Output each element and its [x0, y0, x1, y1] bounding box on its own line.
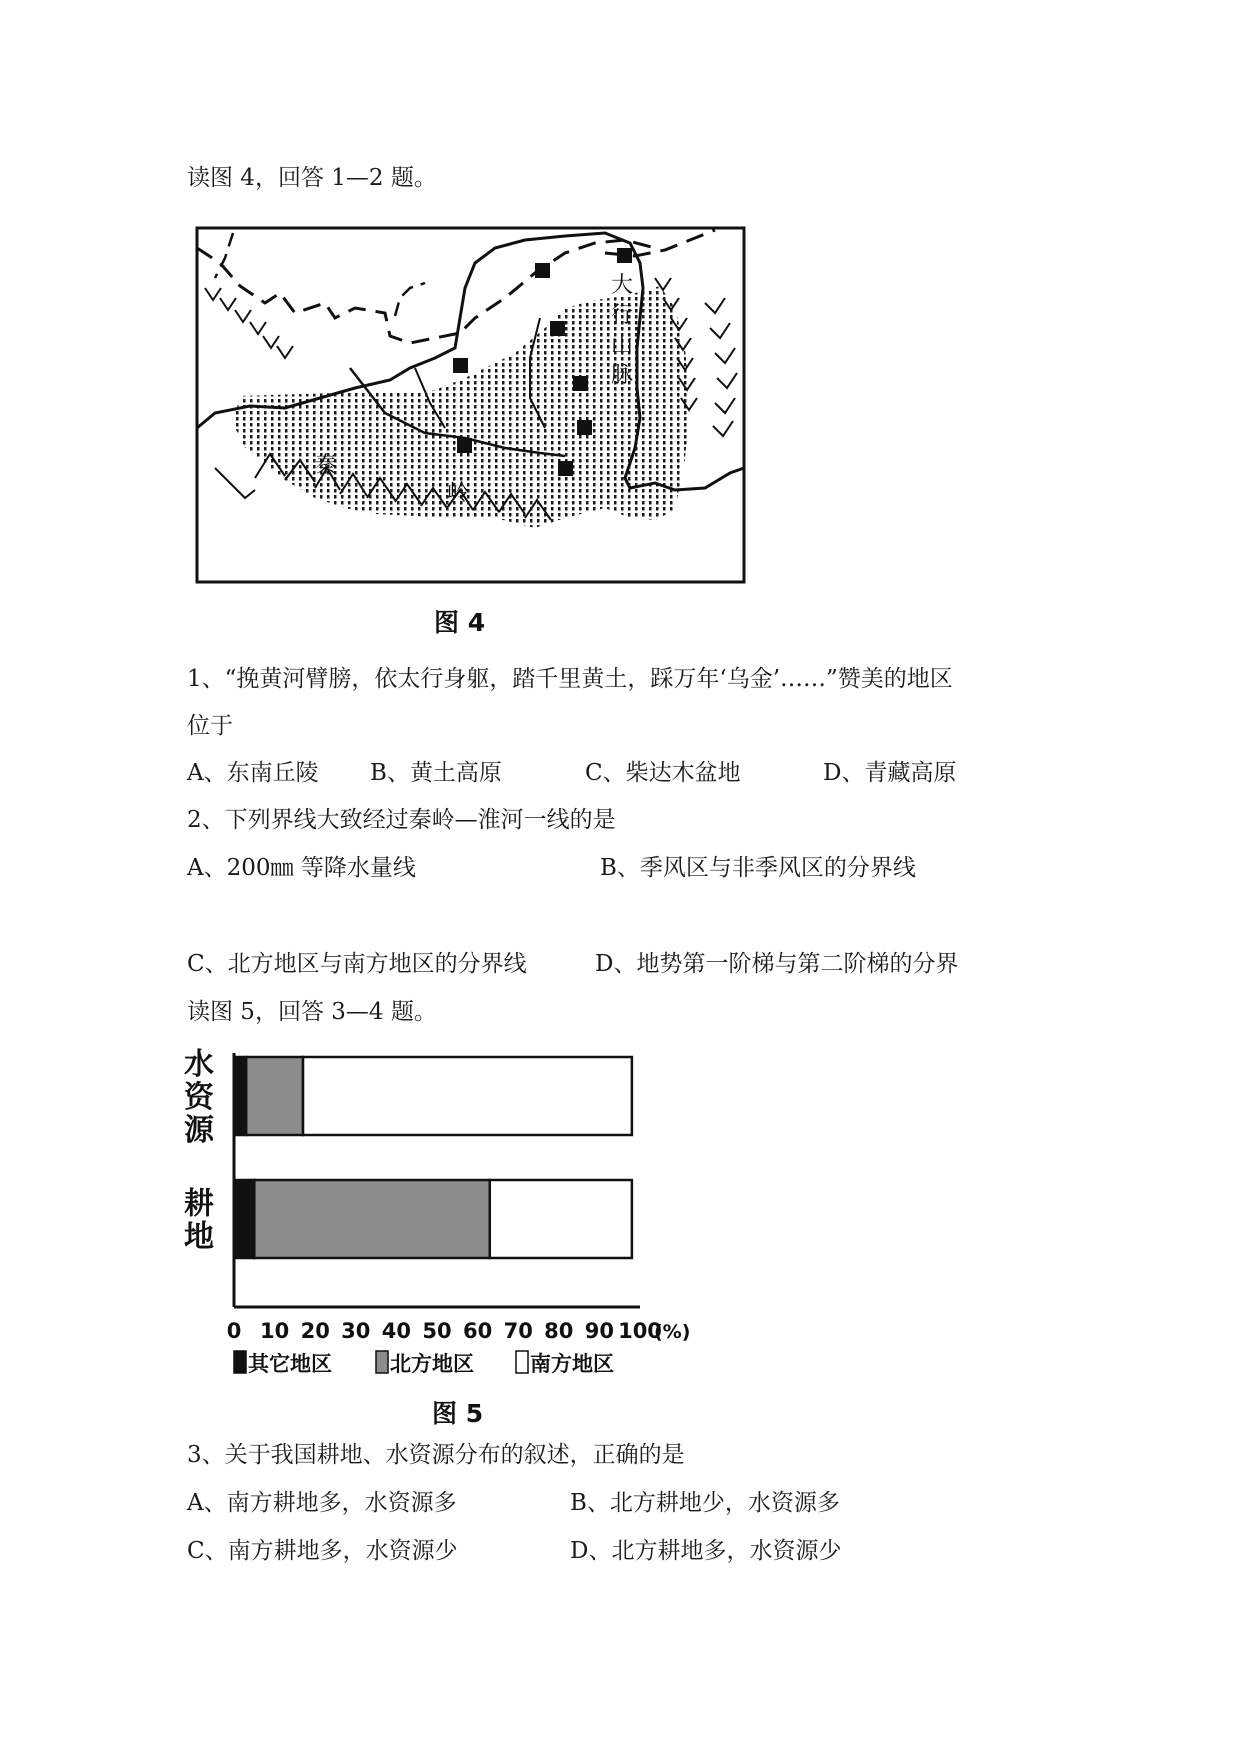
- q1-stem-line2: 位于: [187, 713, 233, 739]
- x-tick-label: 30: [341, 1319, 371, 1343]
- label-taihang-4: 脉: [611, 363, 634, 388]
- q2-stem: 2、下列界线大致经过秦岭—淮河一线的是: [187, 807, 616, 833]
- legend-swatch-north: [376, 1351, 388, 1373]
- q1-stem-line1: 1、“挽黄河臂膀，依太行身躯，踏千里黄土，踩万年‘乌金’……”赞美的地区: [187, 666, 953, 692]
- q1-option-b: B、黄土高原: [370, 760, 502, 786]
- x-tick-label: 20: [300, 1319, 330, 1343]
- category-char: 地: [184, 1219, 214, 1255]
- label-taihang-2: 行: [611, 303, 634, 328]
- category-char: 耕: [184, 1186, 214, 1222]
- q3-option-c: C、南方耕地多，水资源少: [187, 1538, 458, 1564]
- figure-4-caption: 图 4: [434, 608, 486, 637]
- intro-fig4: 读图 4，回答 1—2 题。: [187, 165, 437, 191]
- x-tick-label: 40: [381, 1319, 412, 1343]
- bar-farmland-series-0: [234, 1180, 254, 1258]
- x-axis-unit: (%): [654, 1321, 691, 1343]
- q3-stem: 3、关于我国耕地、水资源分布的叙述，正确的是: [187, 1442, 685, 1468]
- q1-option-c: C、柴达木盆地: [585, 760, 741, 786]
- x-tick-label: 70: [503, 1319, 533, 1343]
- bar-water-series-2: [303, 1057, 632, 1135]
- category-char: 源: [184, 1113, 214, 1148]
- bar-water-series-1: [246, 1057, 303, 1135]
- x-tick-label: 0: [226, 1319, 242, 1343]
- label-taihang-3: 山: [611, 333, 634, 358]
- x-tick-label: 60: [462, 1319, 493, 1343]
- legend-label-north: 北方地区: [390, 1352, 474, 1376]
- category-char: 资: [184, 1080, 214, 1115]
- q2-option-c: C、北方地区与南方地区的分界线: [187, 951, 527, 977]
- figure-5-chart: [180, 1045, 720, 1385]
- legend-swatch-other: [234, 1351, 246, 1373]
- q1-option-a: A、东南丘陵: [187, 760, 319, 786]
- label-qin: 秦: [315, 453, 338, 478]
- q2-option-a: A、200㎜ 等降水量线: [187, 855, 416, 881]
- bar-farmland-series-2: [490, 1180, 632, 1258]
- q2-option-d: D、地势第一阶梯与第二阶梯的分界: [595, 951, 959, 977]
- q2-option-b: B、季风区与非季风区的分界线: [600, 855, 916, 881]
- x-tick-label: 10: [259, 1319, 290, 1343]
- intro-fig5: 读图 5，回答 3—4 题。: [187, 999, 437, 1025]
- q3-option-a: A、南方耕地多，水资源多: [187, 1490, 457, 1516]
- legend-swatch-south: [516, 1351, 528, 1373]
- legend-label-south: 南方地区: [530, 1352, 614, 1376]
- x-tick-label: 80: [544, 1319, 574, 1343]
- category-char: 水: [184, 1047, 214, 1082]
- bar-water-series-0: [234, 1057, 246, 1135]
- legend: [234, 1351, 614, 1376]
- category-label-farmland: [184, 1187, 214, 1255]
- q3-option-b: B、北方耕地少，水资源多: [570, 1490, 840, 1516]
- category-label-water: [184, 1047, 215, 1148]
- figure-4-map: [185, 218, 760, 610]
- x-tick-label: 90: [584, 1319, 615, 1343]
- q1-option-d: D、青藏高原: [823, 760, 957, 786]
- figure-5-caption: 图 5: [432, 1399, 484, 1428]
- x-tick-label: 100: [618, 1319, 662, 1343]
- bar-farmland-series-1: [254, 1180, 489, 1258]
- x-tick-label: 50: [422, 1319, 452, 1343]
- label-taihang-1: 大: [611, 273, 634, 298]
- legend-label-other: 其它地区: [248, 1352, 332, 1376]
- label-ling: 岭: [447, 481, 470, 506]
- q3-option-d: D、北方耕地多，水资源少: [570, 1538, 842, 1564]
